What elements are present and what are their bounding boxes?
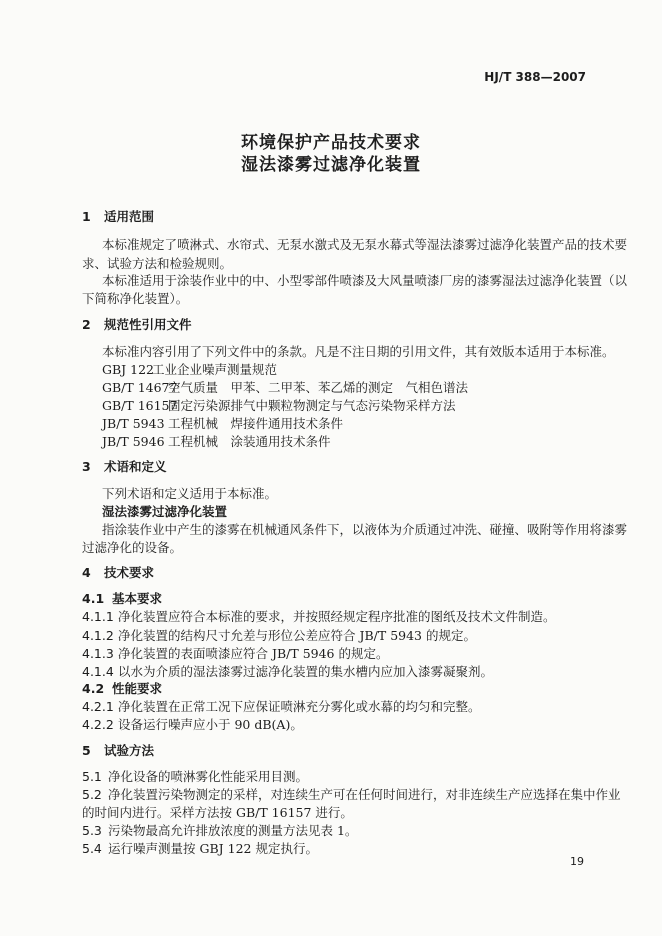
- doc-title-line2: 湿法漆雾过滤净化装置: [241, 155, 421, 175]
- s1-p2-line1: 本标准适用于涂装作业中的中、小型零部件喷漆及大风量喷漆厂房的漆雾湿法过滤净化装置（以: [102, 273, 628, 288]
- clause-5-2-line1: 5.2 净化装置污染物测定的采样，对连续生产可在任何时间进行，对非连续生产应选择在集中作业: [82, 787, 621, 802]
- s2-intro: 本标准内容引用了下列文件中的条款。凡是不注日期的引用文件，其有效版本适用于本标准。: [102, 344, 615, 359]
- clause-5-3: 5.3 污染物最高允许排放浓度的测量方法见表 1。: [82, 823, 358, 838]
- standard-code: HJ/T 388—2007: [484, 70, 586, 84]
- term-name: 湿法漆雾过滤净化装置: [102, 504, 228, 519]
- s3-intro: 下列术语和定义适用于本标准。: [102, 486, 278, 501]
- ref-item: GB/T 14677空气质量 甲苯、二甲苯、苯乙烯的测定 气相色谱法: [102, 380, 469, 395]
- section-1-heading: 1 适用范围: [82, 209, 155, 224]
- s1-p1-line1: 本标准规定了喷淋式、水帘式、无泵水激式及无泵水幕式等湿法漆雾过滤净化装置产品的技术要: [102, 237, 628, 252]
- section-4-heading: 4 技术要求: [82, 565, 155, 580]
- subsection-4-2-heading: 4.2 性能要求: [82, 681, 163, 696]
- term-def-line1: 指涂装作业中产生的漆雾在机械通风条件下，以液体为介质通过冲洗、碰撞、吸附等作用将漆雾: [102, 522, 628, 537]
- clause-4-1-4: 4.1.4 以水为介质的湿法漆雾过滤净化装置的集水槽内应加入漆雾凝聚剂。: [82, 664, 494, 679]
- term-def-line2: 过滤净化的设备。: [82, 540, 183, 555]
- ref-item: JB/T 5946 工程机械 涂装通用技术条件: [102, 434, 331, 449]
- s1-p2-line2: 下简称净化装置）。: [82, 291, 189, 306]
- page-number: 19: [570, 855, 584, 868]
- clause-4-1-2: 4.1.2 净化装置的结构尺寸允差与形位公差应符合 JB/T 5943 的规定。: [82, 628, 476, 643]
- clause-4-2-2: 4.2.2 设备运行噪声应小于 90 dB(A)。: [82, 717, 303, 732]
- section-2-heading: 2 规范性引用文件: [82, 317, 192, 332]
- ref-item: GBJ 122工业企业噪声测量规范: [102, 362, 278, 377]
- clause-4-1-3: 4.1.3 净化装置的表面喷漆应符合 JB/T 5946 的规定。: [82, 646, 389, 661]
- section-5-heading: 5 试验方法: [82, 743, 155, 758]
- section-3-heading: 3 术语和定义: [82, 459, 167, 474]
- doc-title-line1: 环境保护产品技术要求: [241, 133, 421, 153]
- clause-5-2-line2: 的时间内进行。采样方法按 GB/T 16157 进行。: [82, 805, 353, 820]
- s1-p1-line2: 求、试验方法和检验规则。: [82, 256, 233, 271]
- clause-4-2-1: 4.2.1 净化装置在正常工况下应保证喷淋充分雾化或水幕的均匀和完整。: [82, 699, 481, 714]
- ref-item: GB/T 16157固定污染源排气中颗粒物测定与气态污染物采样方法: [102, 398, 456, 413]
- clause-5-1: 5.1 净化设备的喷淋雾化性能采用目测。: [82, 769, 309, 784]
- subsection-4-1-heading: 4.1 基本要求: [82, 591, 163, 606]
- clause-4-1-1: 4.1.1 净化装置应符合本标准的要求，并按照经规定程序批准的图纸及技术文件制造。: [82, 609, 556, 624]
- ref-item: JB/T 5943 工程机械 焊接件通用技术条件: [102, 416, 344, 431]
- clause-5-4: 5.4 运行噪声测量按 GBJ 122 规定执行。: [82, 841, 318, 856]
